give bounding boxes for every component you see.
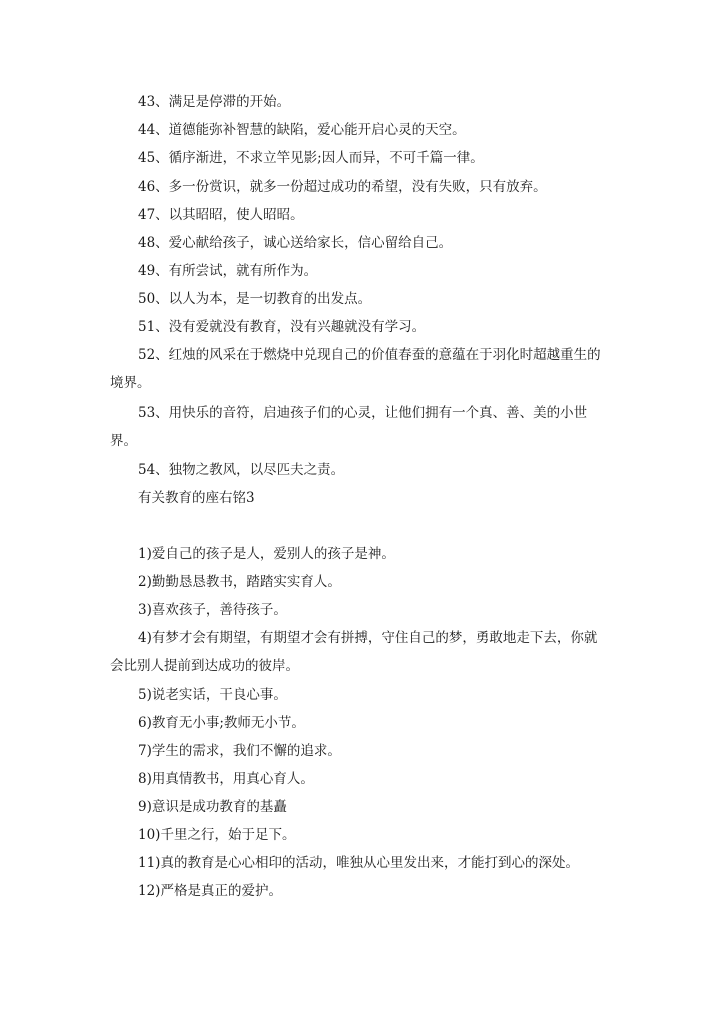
section-title: 有关教育的座右铭3	[138, 490, 255, 506]
list-item: 52、红烛的风采在于燃烧中兑现自己的价值春蚕的意蕴在于羽化时超越重生的境界。	[110, 347, 601, 391]
list-item: 51、没有爱就没有教育，没有兴趣就没有学习。	[138, 319, 426, 335]
list-item: 53、用快乐的音符，启迪孩子们的心灵，让他们拥有一个真、善、美的小世界。	[110, 405, 588, 449]
list-item: 44、道德能弥补智慧的缺陷，爱心能开启心灵的天空。	[138, 122, 466, 138]
list-item: 54、独物之教风，以尽匹夫之责。	[138, 462, 345, 478]
list-item: 5)说老实话，干良心事。	[138, 687, 287, 703]
list-item: 49、有所尝试，就有所作为。	[138, 263, 318, 279]
list-item: 43、满足是停滞的开始。	[138, 94, 291, 110]
list-item: 7)学生的需求，我们不懈的追求。	[138, 743, 341, 759]
list-item: 47、以其昭昭，使人昭昭。	[138, 207, 304, 223]
list-item: 6)教育无小事;教师无小节。	[138, 715, 305, 731]
list-item: 4)有梦才会有期望，有期望才会有拼搏，守住自己的梦，勇敢地走下去，你就会比别人提前到达成功的彼岸。	[110, 630, 598, 674]
list-item: 9)意识是成功教育的基矗	[138, 799, 287, 815]
list-item: 11)真的教育是心心相印的活动，唯独从心里发出来，才能打到心的深处。	[138, 855, 579, 871]
list-item: 45、循序渐进，不求立竿见影;因人而异，不可千篇一律。	[138, 150, 484, 166]
list-item: 3)喜欢孩子，善待孩子。	[138, 602, 287, 618]
list-item: 2)勤勤恳恳教书，踏踏实实育人。	[138, 574, 341, 590]
list-item: 48、爱心献给孩子，诚心送给家长，信心留给自己。	[138, 235, 453, 251]
list-item: 46、多一份赏识，就多一份超过成功的希望，没有失败，只有放弃。	[138, 179, 547, 195]
list-item: 1)爱自己的孩子是人，爱别人的孩子是神。	[138, 546, 395, 562]
list-item: 50、以人为本，是一切教育的出发点。	[138, 291, 372, 307]
list-item: 12)严格是真正的爱护。	[138, 883, 282, 899]
list-item: 8)用真情教书，用真心育人。	[138, 771, 314, 787]
list-item: 10)千里之行，始于足下。	[138, 827, 296, 843]
